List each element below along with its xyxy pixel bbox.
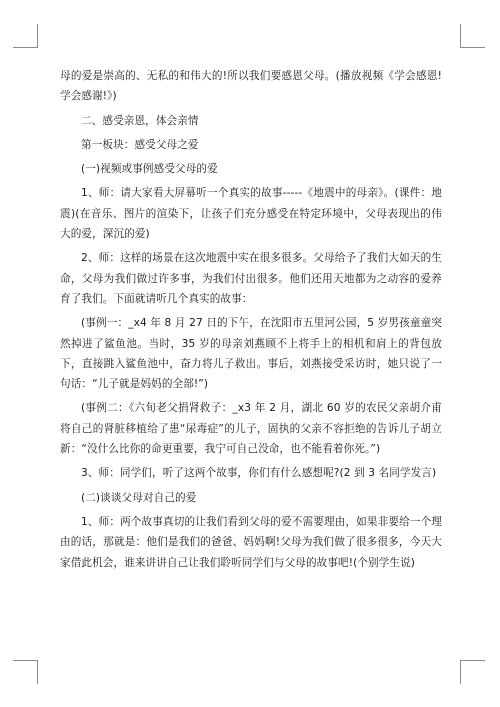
document-body (60, 66, 442, 577)
crop-mark-top-left-horizontal (13, 47, 38, 48)
crop-mark-bottom-left-horizontal (13, 660, 38, 661)
heading-section-two: 二、感受亲恩，体会亲情 (81, 114, 199, 127)
crop-mark-bottom-right-horizontal (460, 660, 485, 661)
paragraph-teacher-1: 1、师：请大家看大屏幕听一个真实的故事-----《地震中的母亲》。(课件：地震)(在音乐、图片的渲染下，让孩子们充分感受在特定环境中，父母表现出的伟大的爱，深沉的爱) (60, 187, 442, 241)
paragraph-intro: 母的爱是崇高的、无私的和伟大的!所以我们要感恩父母。(播放视频《学会感恩!学会感谢!》) (60, 70, 442, 103)
paragraph-teacher-2: 2、师：这样的场景在这次地震中实在很多很多。父母给予了我们大如天的生命，父母为我们做过许多事，为我们付出很多。他们还用天地都为之动容的爱养育了我们。下面就请听几个真实的故事： (60, 252, 442, 305)
paragraph-teacher-3: 3、师：同学们，听了这两个故事，你们有什么感想呢?(2 到 3 名同学发言) (81, 467, 437, 480)
crop-mark-bottom-left-vertical (37, 660, 38, 684)
heading-block-one: 第一板块：感受父母之爱 (81, 138, 199, 151)
paragraph-teacher-4: 1、师：两个故事真切的让我们看到父母的爱不需要理由，如果非要给一个理由的话，那就是：他们是我们的爸爸、妈妈啊!父母为我们做了很多很多，今天大家借此机会，谁来讲讲自己让我们聆听同学们与父母的故事吧!(个别学生说) (60, 515, 442, 569)
heading-subsection-two: (二)谈谈父母对自己的爱 (81, 491, 197, 504)
crop-mark-top-right-vertical (460, 24, 461, 48)
paragraph-example-1: (事例一：_x4 年 8 月 27 日的下午，在沈阳市五里河公园，5 岁男孩童童突然掉进了鲨鱼池。当时，35 岁的母亲刘燕顾不上将手上的相机和肩上的背包放下，直接跳入鲨鱼池中，奋力将儿子救出。事后，刘燕接受采访时，她只说了一句话：“儿子就是妈妈的全部!”) (60, 317, 442, 391)
paragraph-example-2: (事例二：《六旬老父捐肾救子：_x3 年 2 月，湖北 60 岁的农民父亲胡介甫将自己的肾脏移植给了患“尿毒症”的儿子，固执的父亲不容拒绝的告诉儿子胡立新：“没什么比你的命更重要，我宁可自己没命，也不能看着你死。”) (60, 402, 442, 456)
crop-mark-top-left-vertical (37, 24, 38, 48)
crop-mark-top-right-horizontal (460, 47, 485, 48)
crop-mark-bottom-right-vertical (460, 660, 461, 684)
heading-subsection-one: (一)视频或事例感受父母的爱 (81, 163, 218, 176)
